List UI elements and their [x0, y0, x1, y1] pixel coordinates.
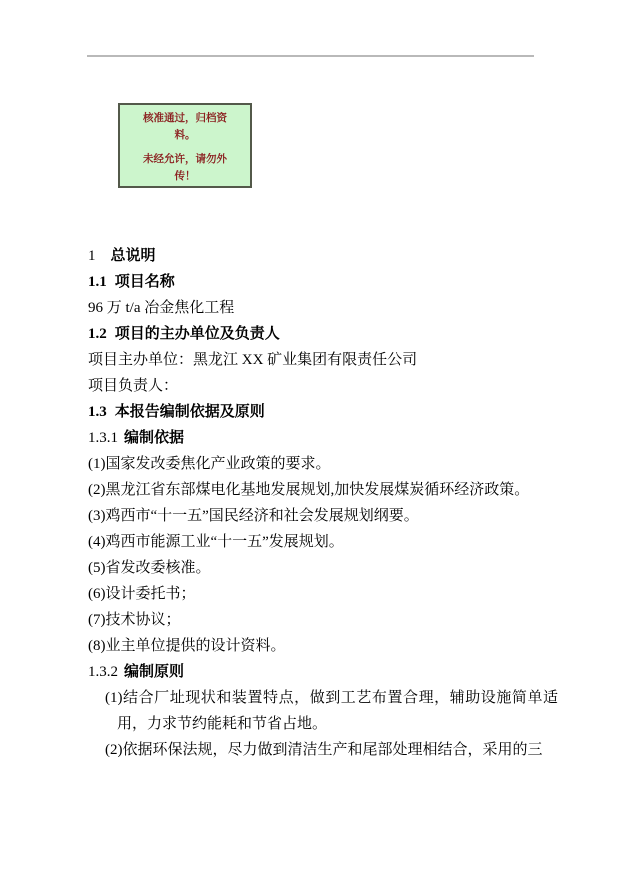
section-title: 本报告编制依据及原则 — [114, 404, 265, 420]
list-item: (1)国家发改委焦化产业政策的要求。 — [88, 456, 331, 472]
principle-paragraph: (2)依据环保法规，尽力做到清洁生产和尾部处理相结合，采用的三 — [105, 742, 543, 758]
stamp-text-line2: 未经允许，请勿外传！ — [143, 154, 227, 182]
section-number: 1.2 — [88, 326, 107, 342]
section-title: 编制原则 — [124, 664, 185, 680]
section-number: 1.3 — [88, 404, 107, 420]
chapter-number: 1 — [88, 248, 96, 264]
section-number: 1.1 — [88, 274, 107, 290]
chapter-heading — [88, 243, 558, 269]
approval-stamp — [118, 103, 252, 188]
section-1-3-heading — [88, 399, 558, 425]
project-host-text: 项目主办单位：黑龙江 XX 矿业集团有限责任公司 — [88, 352, 418, 368]
section-1-3-1-heading — [88, 425, 558, 451]
section-1-1-heading — [88, 269, 558, 295]
section-number: 1.3.1 — [88, 430, 118, 446]
section-number: 1.3.2 — [88, 664, 118, 680]
list-item: (5)省发改委核准。 — [88, 560, 211, 576]
stamp-text-line1: 核准通过，归档资料。 — [143, 113, 227, 141]
section-1-2-heading — [88, 321, 558, 347]
project-leader-text: 项目负责人： — [88, 378, 179, 394]
document-body — [88, 243, 558, 763]
list-item: (4)鸡西市能源工业“十一五”发展规划。 — [88, 534, 344, 550]
list-item: (2)黑龙江省东部煤电化基地发展规划,加快发展煤炭循环经济政策。 — [88, 482, 530, 498]
list-item: (6)设计委托书； — [88, 586, 196, 602]
section-title: 项目的主办单位及负责人 — [114, 326, 280, 342]
principle-paragraph: (1)结合厂址现状和装置特点，做到工艺布置合理，辅助设施简单适用，力求节约能耗和节省占地。 — [105, 690, 558, 732]
list-item: (3)鸡西市“十一五”国民经济和社会发展规划纲要。 — [88, 508, 419, 524]
header-rule — [87, 55, 534, 57]
section-title: 项目名称 — [114, 274, 175, 290]
list-item: (8)业主单位提供的设计资料。 — [88, 638, 286, 654]
section-title: 编制依据 — [124, 430, 185, 446]
project-name-text: 96 万 t/a 冶金焦化工程 — [88, 300, 235, 316]
section-1-3-2-heading — [88, 659, 558, 685]
chapter-title: 总说明 — [110, 248, 156, 264]
list-item: (7)技术协议； — [88, 612, 181, 628]
